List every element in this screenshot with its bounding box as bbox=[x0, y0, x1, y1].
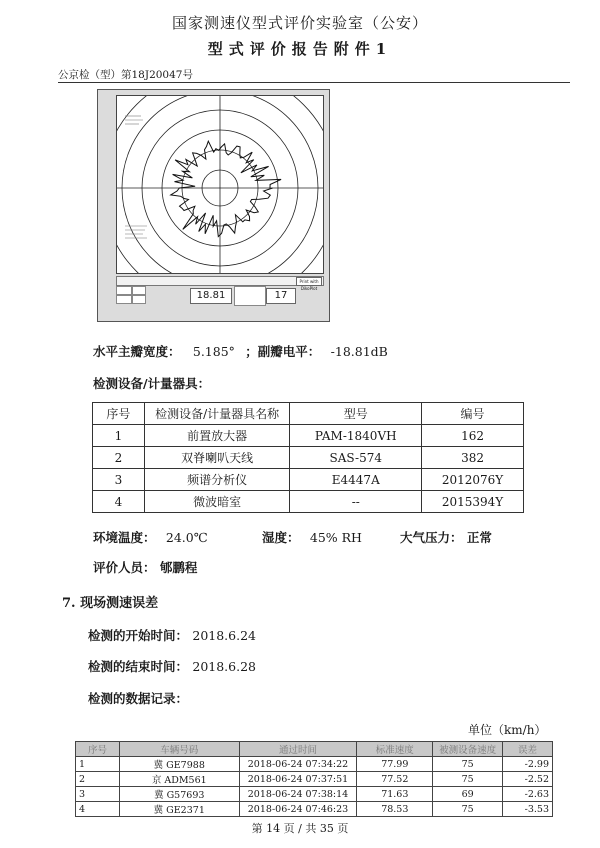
beam-width-label: 水平主瓣宽度： bbox=[93, 344, 181, 359]
table-row bbox=[93, 469, 524, 491]
humidity bbox=[262, 528, 362, 546]
document-number: 公京检（型）第18J20047号 bbox=[58, 69, 193, 81]
beam-params bbox=[93, 342, 388, 360]
readout-sidelobe: 18.81 bbox=[190, 288, 232, 304]
column-header: 车辆号码 bbox=[119, 742, 239, 757]
cell-plate: 冀 GE7988 bbox=[119, 757, 239, 772]
column-header: 检测设备/计量器具名称 bbox=[144, 403, 290, 425]
cell-time: 2018-06-24 07:37:51 bbox=[239, 772, 357, 787]
panel-field bbox=[132, 286, 146, 295]
plot-status-bar bbox=[116, 276, 324, 286]
end-time bbox=[88, 657, 256, 675]
cell-serial: 2015394Y bbox=[422, 491, 524, 513]
polar-plot-graphic bbox=[117, 96, 323, 273]
cell-device-speed: 75 bbox=[433, 802, 503, 817]
cell-index: 3 bbox=[76, 787, 120, 802]
cell-standard-speed: 78.53 bbox=[357, 802, 433, 817]
panel-options bbox=[234, 286, 266, 306]
cell-time: 2018-06-24 07:38:14 bbox=[239, 787, 357, 802]
cell-index: 2 bbox=[76, 772, 120, 787]
speed-records-table bbox=[75, 741, 553, 817]
polar-plot-area bbox=[116, 95, 324, 274]
cell-device-speed: 75 bbox=[433, 757, 503, 772]
cell-name: 微波暗室 bbox=[144, 491, 290, 513]
column-header: 编号 bbox=[422, 403, 524, 425]
column-header: 误差 bbox=[503, 742, 553, 757]
table-row bbox=[76, 757, 553, 772]
sidelobe-value: -18.81dB bbox=[330, 344, 388, 359]
end-time-value: 2018.6.28 bbox=[192, 659, 256, 674]
cell-serial: 2012076Y bbox=[422, 469, 524, 491]
cell-name: 前置放大器 bbox=[144, 425, 290, 447]
table-row bbox=[93, 447, 524, 469]
cell-model: E4447A bbox=[290, 469, 422, 491]
cell-plate: 冀 G57693 bbox=[119, 787, 239, 802]
readout-count: 17 bbox=[266, 288, 296, 304]
temperature bbox=[93, 528, 208, 546]
print-button: Print with DikoPlot bbox=[296, 277, 322, 286]
cell-index: 2 bbox=[93, 447, 145, 469]
cell-time: 2018-06-24 07:34:22 bbox=[239, 757, 357, 772]
table-row bbox=[76, 772, 553, 787]
evaluator-name: 郇鹏程 bbox=[159, 560, 198, 575]
pressure-label: 大气压力： bbox=[400, 530, 463, 545]
equipment-table bbox=[92, 402, 524, 513]
column-header: 通过时间 bbox=[239, 742, 357, 757]
evaluator bbox=[93, 558, 197, 576]
pressure-value: 正常 bbox=[466, 530, 492, 545]
report-subtitle: 型式评价报告附件1 bbox=[207, 40, 393, 58]
column-header: 被测设备速度 bbox=[433, 742, 503, 757]
cell-plate: 京 ADM561 bbox=[119, 772, 239, 787]
plot-control-panel bbox=[116, 279, 322, 316]
end-time-label: 检测的结束时间： bbox=[88, 659, 189, 674]
cell-device-speed: 69 bbox=[433, 787, 503, 802]
temperature-value: 24.0℃ bbox=[165, 530, 208, 545]
cell-serial: 162 bbox=[422, 425, 524, 447]
cell-error: -3.53 bbox=[503, 802, 553, 817]
cell-device-speed: 75 bbox=[433, 772, 503, 787]
cell-error: -2.99 bbox=[503, 757, 553, 772]
column-header: 标准速度 bbox=[357, 742, 433, 757]
start-time-value: 2018.6.24 bbox=[192, 628, 256, 643]
equipment-heading: 检测设备/计量器具： bbox=[93, 376, 211, 391]
antenna-pattern-plot bbox=[97, 89, 330, 322]
column-header: 型号 bbox=[290, 403, 422, 425]
cell-model: PAM-1840VH bbox=[290, 425, 422, 447]
cell-standard-speed: 77.99 bbox=[357, 757, 433, 772]
panel-field bbox=[116, 295, 132, 304]
temperature-label: 环境温度： bbox=[93, 530, 156, 545]
panel-field bbox=[132, 295, 146, 304]
section-heading: 7. 现场测速误差 bbox=[62, 596, 159, 611]
header-divider bbox=[58, 82, 570, 83]
records-label: 检测的数据记录： bbox=[88, 691, 189, 706]
cell-name: 频谱分析仪 bbox=[144, 469, 290, 491]
cell-error: -2.63 bbox=[503, 787, 553, 802]
column-header: 序号 bbox=[93, 403, 145, 425]
cell-name: 双脊喇叭天线 bbox=[144, 447, 290, 469]
table-row bbox=[76, 787, 553, 802]
cell-serial: 382 bbox=[422, 447, 524, 469]
cell-standard-speed: 71.63 bbox=[357, 787, 433, 802]
cell-index: 3 bbox=[93, 469, 145, 491]
table-header-row bbox=[93, 403, 524, 425]
cell-index: 4 bbox=[93, 491, 145, 513]
start-time bbox=[88, 626, 256, 644]
cell-index: 1 bbox=[93, 425, 145, 447]
table-row bbox=[93, 491, 524, 513]
radiation-pattern-trace bbox=[171, 141, 281, 236]
unit-label: 单位（km/h） bbox=[468, 723, 547, 737]
panel-field bbox=[116, 286, 132, 295]
page-footer: 第 14 页 / 共 35 页 bbox=[251, 822, 349, 835]
cell-index: 4 bbox=[76, 802, 120, 817]
lab-title: 国家测速仪型式评价实验室（公安） bbox=[171, 14, 428, 32]
evaluator-label: 评价人员： bbox=[93, 560, 156, 575]
humidity-value: 45% RH bbox=[309, 530, 362, 545]
table-row bbox=[93, 425, 524, 447]
start-time-label: 检测的开始时间： bbox=[88, 628, 189, 643]
cell-time: 2018-06-24 07:46:23 bbox=[239, 802, 357, 817]
cell-plate: 冀 GE2371 bbox=[119, 802, 239, 817]
cell-model: -- bbox=[290, 491, 422, 513]
humidity-label: 湿度： bbox=[262, 530, 300, 545]
table-header-row bbox=[76, 742, 553, 757]
column-header: 序号 bbox=[76, 742, 120, 757]
cell-standard-speed: 77.52 bbox=[357, 772, 433, 787]
pressure bbox=[400, 528, 492, 546]
table-row bbox=[76, 802, 553, 817]
cell-error: -2.52 bbox=[503, 772, 553, 787]
cell-index: 1 bbox=[76, 757, 120, 772]
cell-model: SAS-574 bbox=[290, 447, 422, 469]
sidelobe-label: ；副瓣电平： bbox=[245, 344, 321, 359]
beam-width-value: 5.185° bbox=[192, 344, 235, 359]
